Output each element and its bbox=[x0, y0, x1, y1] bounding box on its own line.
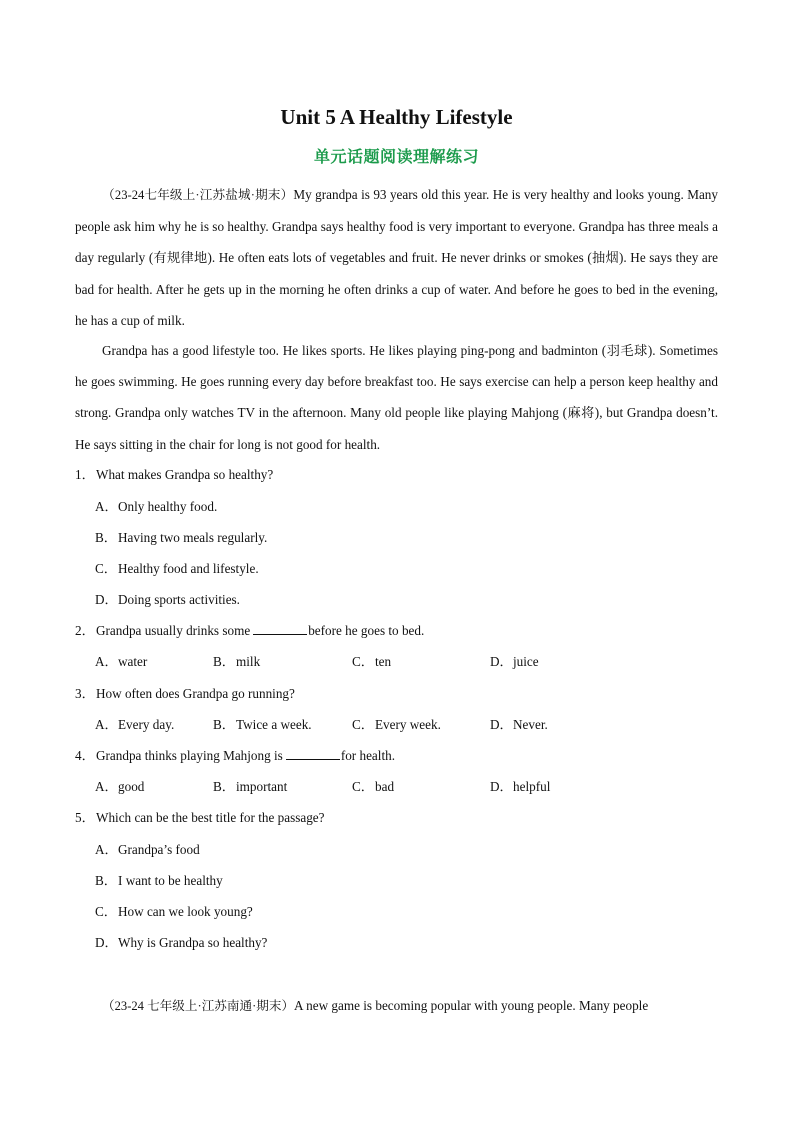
option-letter: C． bbox=[352, 779, 374, 794]
question-text-after: before he goes to bed. bbox=[308, 623, 425, 638]
option-text: good bbox=[118, 779, 145, 794]
option-text: Every week. bbox=[375, 717, 441, 732]
question-2-option-c[interactable] bbox=[352, 652, 391, 672]
option-letter: A． bbox=[95, 779, 118, 794]
question-1-option-a[interactable] bbox=[95, 497, 217, 517]
question-3-option-d[interactable] bbox=[490, 715, 548, 735]
option-letter: B． bbox=[213, 779, 235, 794]
option-text: Every day. bbox=[118, 717, 175, 732]
question-4 bbox=[75, 746, 395, 766]
question-3-option-b[interactable] bbox=[213, 715, 312, 735]
option-text: How can we look young? bbox=[118, 904, 253, 919]
option-letter: C． bbox=[95, 561, 117, 576]
option-letter: D． bbox=[490, 717, 513, 732]
option-letter: D． bbox=[95, 935, 118, 950]
question-number: 4． bbox=[75, 748, 95, 763]
question-4-option-b[interactable] bbox=[213, 777, 287, 797]
option-letter: C． bbox=[95, 904, 117, 919]
passage-2-source: （23-24 七年级上·江苏南通·期末） bbox=[102, 999, 295, 1013]
option-text: milk bbox=[236, 654, 261, 669]
passage-1-paragraph-1-text: My grandpa is 93 years old this year. He is very healthy and looks young. Many people ask him why he is so healthy. Grandpa says healthy food is very important to everyone. Grandpa has three meals a day regularly (有规律地). He often eats lots of vegetables and fruit. He never drinks or smokes (抽烟). He says they are bad for health. After he gets up in the morning he often drinks a cup of water. And before he goes to bed in the evening, he has a cup of milk. bbox=[75, 187, 718, 328]
passage-1-source: （23-24七年级上·江苏盐城·期末） bbox=[102, 188, 294, 202]
option-text: juice bbox=[513, 654, 539, 669]
question-text: Which can be the best title for the passage? bbox=[96, 810, 325, 825]
question-text-before: Grandpa usually drinks some bbox=[96, 623, 251, 638]
option-letter: B． bbox=[213, 654, 235, 669]
question-1 bbox=[75, 465, 273, 485]
answer-blank bbox=[253, 623, 307, 635]
option-letter: B． bbox=[95, 873, 117, 888]
question-5 bbox=[75, 808, 325, 828]
question-number: 2． bbox=[75, 623, 95, 638]
question-3-option-a[interactable] bbox=[95, 715, 174, 735]
option-letter: B． bbox=[213, 717, 235, 732]
option-text: important bbox=[236, 779, 288, 794]
question-text-before: Grandpa thinks playing Mahjong is bbox=[96, 748, 283, 763]
question-1-option-c[interactable] bbox=[95, 559, 259, 579]
question-4-option-c[interactable] bbox=[352, 777, 394, 797]
passage-1-paragraph-2-text: Grandpa has a good lifestyle too. He likes sports. He likes playing ping-pong and badminton (羽毛球). Sometimes he goes swimming. He goes running every day before breakfast too. He says exercise can help a person keep healthy and strong. Grandpa only watches TV in the afternoon. Many old people like playing Mahjong (麻将), but Grandpa doesn’t. He says sitting in the chair for long is not good for health. bbox=[75, 343, 718, 452]
option-text: Healthy food and lifestyle. bbox=[118, 561, 259, 576]
question-1-option-b[interactable] bbox=[95, 528, 267, 548]
passage-2-text: A new game is becoming popular with young people. Many people bbox=[294, 998, 649, 1013]
passage-1-paragraph-1 bbox=[75, 179, 718, 336]
question-5-option-d[interactable] bbox=[95, 933, 267, 953]
question-2-option-a[interactable] bbox=[95, 652, 147, 672]
option-text: Grandpa’s food bbox=[118, 842, 200, 857]
question-2-option-b[interactable] bbox=[213, 652, 260, 672]
option-text: Never. bbox=[513, 717, 548, 732]
question-text-after: for health. bbox=[340, 748, 396, 763]
question-5-option-a[interactable] bbox=[95, 840, 200, 860]
question-text: What makes Grandpa so healthy? bbox=[96, 467, 274, 482]
option-text: helpful bbox=[513, 779, 551, 794]
passage-2-paragraph-1 bbox=[75, 990, 718, 1022]
answer-blank bbox=[286, 748, 340, 760]
question-1-option-d[interactable] bbox=[95, 590, 240, 610]
question-5-option-c[interactable] bbox=[95, 902, 253, 922]
option-letter: C． bbox=[352, 717, 374, 732]
question-5-option-b[interactable] bbox=[95, 871, 223, 891]
option-text: water bbox=[118, 654, 148, 669]
option-letter: D． bbox=[490, 654, 513, 669]
option-letter: A． bbox=[95, 717, 118, 732]
question-3 bbox=[75, 684, 295, 704]
option-text: Doing sports activities. bbox=[118, 592, 240, 607]
option-letter: C． bbox=[352, 654, 374, 669]
option-text: Only healthy food. bbox=[118, 499, 218, 514]
option-letter: A． bbox=[95, 499, 118, 514]
option-letter: B． bbox=[95, 530, 117, 545]
option-text: Having two meals regularly. bbox=[118, 530, 268, 545]
option-letter: D． bbox=[490, 779, 513, 794]
question-text: How often does Grandpa go running? bbox=[96, 686, 295, 701]
question-3-option-c[interactable] bbox=[352, 715, 441, 735]
question-number: 1． bbox=[75, 467, 95, 482]
question-4-option-a[interactable] bbox=[95, 777, 144, 797]
question-number: 5． bbox=[75, 810, 95, 825]
document-title: Unit 5 A Healthy Lifestyle bbox=[280, 105, 513, 129]
question-4-option-d[interactable] bbox=[490, 777, 550, 797]
option-text: ten bbox=[375, 654, 392, 669]
option-letter: A． bbox=[95, 842, 118, 857]
passage-1-paragraph-2 bbox=[75, 335, 718, 460]
question-2-option-d[interactable] bbox=[490, 652, 539, 672]
option-text: Twice a week. bbox=[236, 717, 312, 732]
option-letter: A． bbox=[95, 654, 118, 669]
question-number: 3． bbox=[75, 686, 95, 701]
question-2 bbox=[75, 621, 424, 641]
option-text: I want to be healthy bbox=[118, 873, 223, 888]
option-text: Why is Grandpa so healthy? bbox=[118, 935, 268, 950]
option-text: bad bbox=[375, 779, 395, 794]
option-letter: D． bbox=[95, 592, 118, 607]
document-subtitle: 单元话题阅读理解练习 bbox=[313, 147, 479, 166]
